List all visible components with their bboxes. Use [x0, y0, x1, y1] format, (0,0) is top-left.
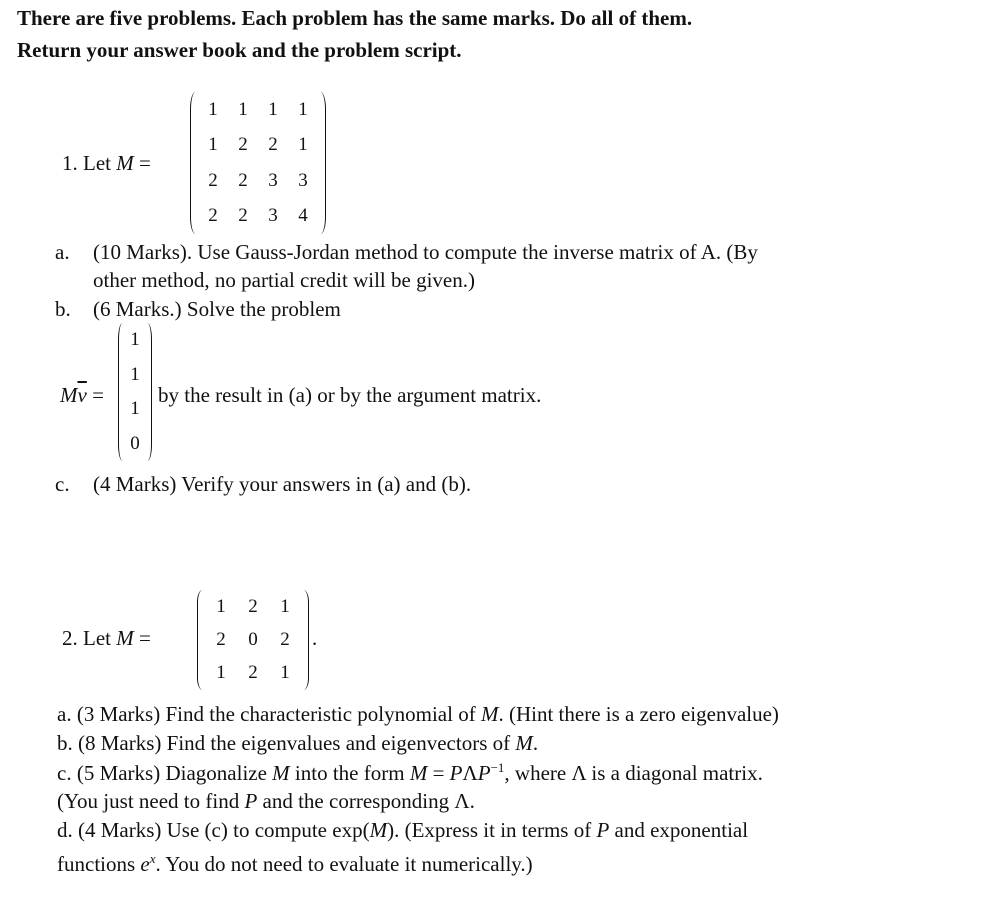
p2-c-eq: = [427, 761, 450, 785]
vector-cell: 1 [130, 329, 140, 351]
p1-b-after: by the result in (a) or by the argument matrix. [158, 383, 542, 407]
matrix-M-4x4-cell: 1 [238, 98, 248, 120]
p2-c-P: P [449, 761, 463, 785]
p1-a-line1: (10 Marks). Use Gauss-Jordan method to compute the inverse matrix of A. (By [93, 240, 758, 264]
problem-1-let: Let [83, 151, 111, 175]
matrix-M-3x3-cell: 2 [248, 662, 258, 684]
p2-b-post: . [532, 731, 539, 755]
p2-c-pre: c. (5 Marks) Diagonalize [57, 761, 267, 785]
matrix-M-3x3-cell: 1 [216, 662, 226, 684]
problem-2-var: M [116, 626, 134, 650]
problem-1-var: M [116, 151, 134, 175]
matrix-M-4x4 [190, 92, 326, 234]
p2-b [57, 731, 538, 756]
p2-c-post: , where Λ is a diagonal matrix. [504, 761, 763, 785]
p2-c2-P: P [244, 789, 258, 813]
p2-a-var: M [480, 702, 499, 726]
p2-c2-post: and the corresponding Λ. [262, 789, 475, 813]
matrix-M-4x4-cell: 3 [268, 169, 278, 191]
p2-c-exp: −1 [490, 760, 505, 775]
p2-d-mid: ). (Express it in terms of [387, 818, 592, 842]
matrix-M-4x4-cell: 2 [268, 134, 278, 156]
p1-a-label: a. [55, 240, 70, 264]
p2-d2-pre: functions [57, 852, 136, 876]
matrix-M-4x4-cell: 2 [208, 205, 218, 227]
vector-cell: 1 [130, 398, 140, 420]
instruction-line-1: There are five problems. Each problem has the same marks. Do all of them. [17, 6, 693, 30]
problem-1-intro [62, 151, 151, 176]
matrix-M-4x4-cell: 1 [208, 134, 218, 156]
matrix-M-3x3-cell: 0 [248, 628, 258, 650]
p2-c-var: M [272, 761, 290, 785]
mv-v: $\overline{v}$ [77, 383, 87, 407]
matrix-M-4x4-cell: 2 [238, 169, 248, 191]
p2-d-post: and exponential [614, 818, 749, 842]
matrix-M-4x4-cell: 1 [298, 98, 308, 120]
p2-d2-x: x [149, 851, 156, 866]
matrix-M-3x3 [197, 590, 309, 690]
instruction-line-2: Return your answer book and the problem script. [17, 38, 462, 62]
matrix-M-3x3-cell: 2 [216, 628, 226, 650]
problem-2-number: 2. [62, 626, 78, 650]
matrix-period: . [312, 626, 318, 650]
p2-d2-post: . You do not need to evaluate it numerically.) [155, 852, 533, 876]
p1-c-text: (4 Marks) Verify your answers in (a) and (b). [93, 472, 472, 496]
matrix-M-4x4-cell: 3 [298, 169, 308, 191]
p2-a-pre: a. (3 Marks) Find the characteristic polynomial of [57, 702, 476, 726]
problem-1-number: 1. [62, 151, 78, 175]
p2-c2 [57, 789, 475, 814]
p2-d2-e: e [140, 852, 150, 876]
p2-c [57, 760, 763, 786]
vector-cell: 1 [130, 363, 140, 385]
p2-c-eqM: M [409, 761, 428, 785]
problem-1-eq: = [138, 151, 151, 175]
p2-d-var: M [369, 818, 388, 842]
mv-M: M [60, 383, 78, 407]
p2-c-Lambda: Λ [462, 761, 478, 785]
matrix-M-4x4-cell: 1 [208, 98, 218, 120]
mv-equation [60, 383, 104, 408]
matrix-M-4x4-cell: 3 [268, 205, 278, 227]
matrix-M-4x4-cell: 1 [298, 134, 308, 156]
problem-2-eq: = [138, 626, 151, 650]
p2-d-P: P [596, 818, 610, 842]
problem-2-intro [62, 626, 151, 651]
matrix-M-4x4-cell: 4 [298, 205, 308, 227]
p2-b-pre: b. (8 Marks) Find the eigenvalues and eigenvectors of [57, 731, 511, 755]
p2-d-pre: d. (4 Marks) Use (c) to compute exp( [57, 818, 370, 842]
p2-d2 [57, 851, 533, 877]
matrix-M-3x3-cell: 2 [248, 595, 258, 617]
p2-c2-pre: (You just need to find [57, 789, 240, 813]
matrix-M-4x4-cell: 1 [268, 98, 278, 120]
p2-a-post: . (Hint there is a zero eigenvalue) [498, 702, 779, 726]
p2-c-mid: into the form [294, 761, 405, 785]
vector-column [118, 323, 152, 461]
matrix-M-4x4-cell: 2 [238, 134, 248, 156]
mv-eq: = [92, 383, 104, 407]
matrix-M-3x3-cell: 2 [280, 628, 290, 650]
matrix-M-3x3-cell: 1 [280, 595, 290, 617]
matrix-M-4x4-cell: 2 [208, 169, 218, 191]
matrix-M-3x3-cell: 1 [280, 662, 290, 684]
matrix-M-3x3-cell: 1 [216, 595, 226, 617]
p2-b-var: M [515, 731, 533, 755]
problem-2-let: Let [83, 626, 111, 650]
p2-a [57, 702, 779, 727]
p1-a-line2: other method, no partial credit will be given.) [93, 268, 475, 292]
p2-c-P2: P [477, 761, 491, 785]
vector-cell: 0 [130, 432, 140, 454]
p2-d [57, 818, 748, 843]
p1-c-label: c. [55, 472, 70, 496]
p1-b-label: b. [55, 297, 71, 321]
p1-b-text: (6 Marks.) Solve the problem [93, 297, 341, 321]
matrix-M-4x4-cell: 2 [238, 205, 248, 227]
